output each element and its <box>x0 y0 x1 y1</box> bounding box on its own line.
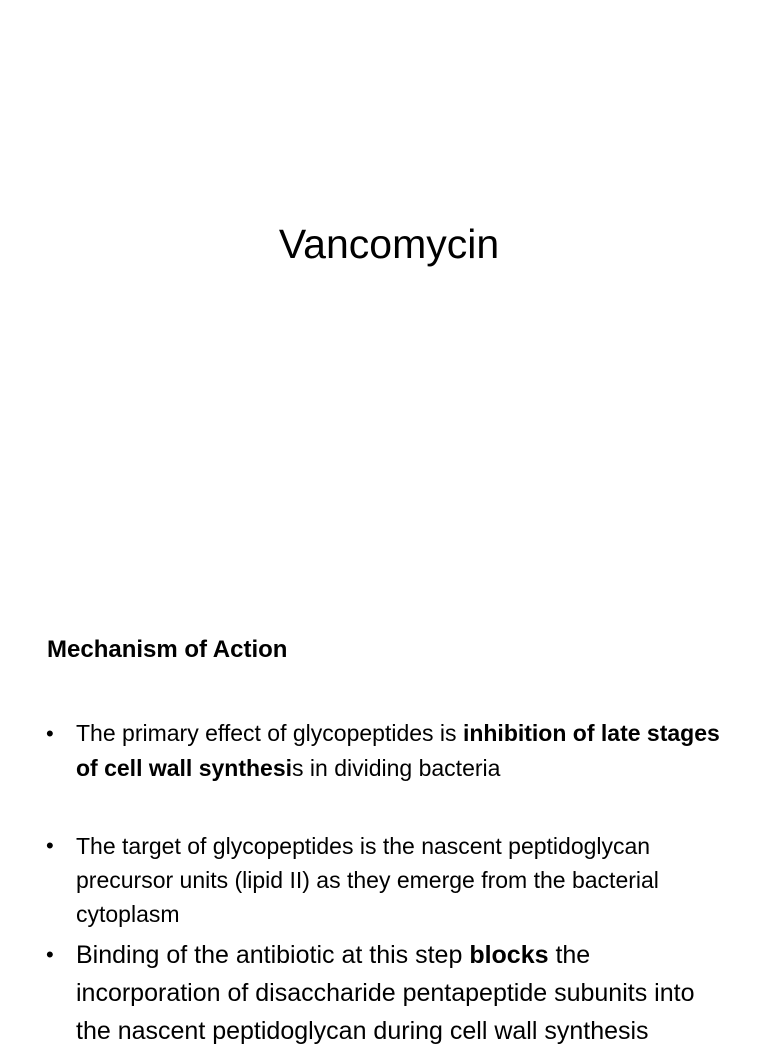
bullet-text-emphasis: inhibition of late stages of cell wall synthesi <box>76 720 720 781</box>
bullet-text-part: The primary effect of glycopeptides is <box>76 720 463 746</box>
bullet-text <box>76 716 736 786</box>
bullet-icon: • <box>46 721 54 746</box>
section-heading: Mechanism of Action <box>47 636 288 663</box>
bullet-text: The target of glycopeptides is the nascent peptidoglycan precursor units (lipid II) as they emerge from the bacterial cytoplasm <box>76 833 659 927</box>
bullet-text-part: s in dividing bacteria <box>292 755 501 781</box>
bullet-text-part: the incorporation of disaccharide pentapeptide subunits into the nascent peptidoglycan during cell wall synthesis <box>76 941 695 1045</box>
bullet-item-primary-effect <box>46 716 736 786</box>
bullet-icon: • <box>46 942 54 967</box>
bullet-text-emphasis: blocks <box>469 941 549 969</box>
bullet-text-part: Binding of the antibiotic at this step <box>76 941 470 969</box>
bullet-item-target <box>46 829 736 931</box>
slide-title: Vancomycin <box>278 221 500 267</box>
bullet-icon: • <box>46 833 54 858</box>
bullet-item-binding <box>46 936 736 1050</box>
bullet-text <box>76 936 736 1050</box>
